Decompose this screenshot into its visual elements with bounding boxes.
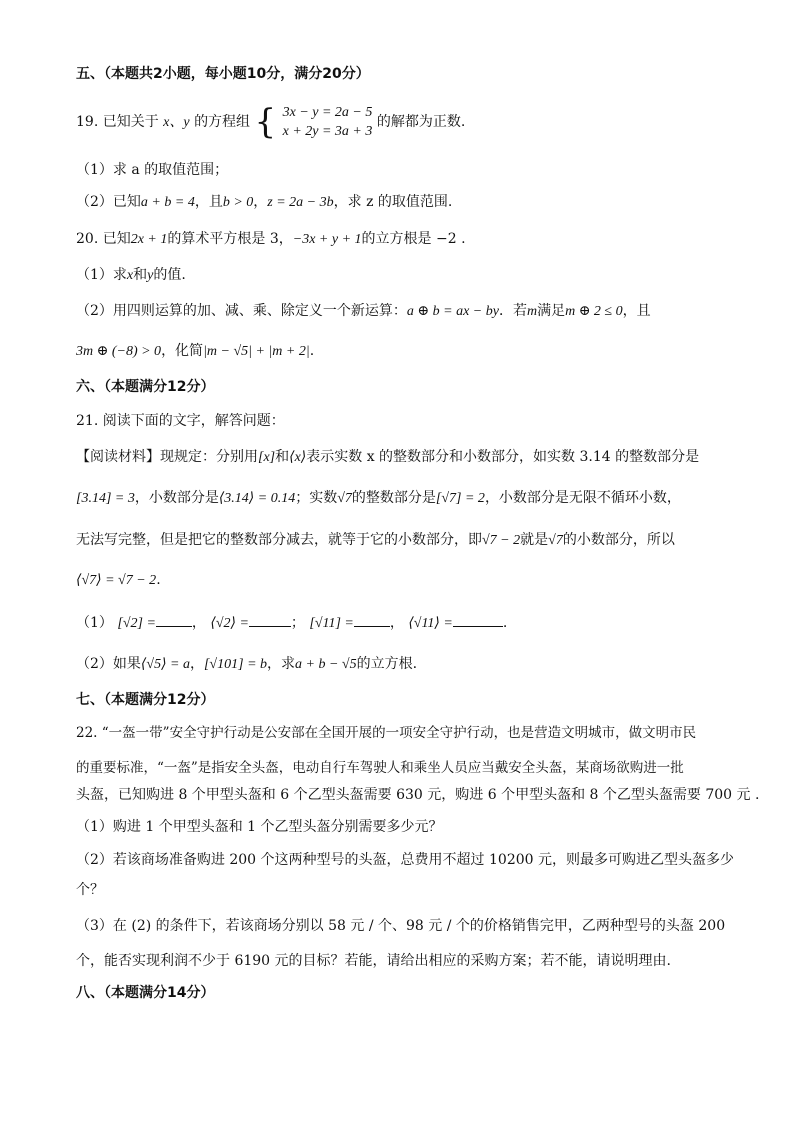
q22-p3-l2-text-a: 个，能否实现利润不少于 <box>76 953 235 969</box>
q22-p2-text-a: （2）若该商场准备购进 <box>76 852 230 868</box>
q20-p2-l2-expr: |m − √5| + |m + 2| <box>203 344 310 359</box>
q21-l2-math-4: [√7] = 2 <box>435 491 485 506</box>
q21-l2-text-a: ，小数部分是 <box>134 490 219 506</box>
equation-system <box>283 103 373 141</box>
q21-l4-math: ⟨√7⟩ = √7 − 2 <box>76 573 157 588</box>
q21-l2-math-3: √7 <box>337 491 352 506</box>
answer-blank-2[interactable] <box>249 612 291 627</box>
q21-l2-math-2: ⟨3.14⟩ = 0.14 <box>218 491 296 506</box>
q21-reading-line-4 <box>76 570 161 591</box>
q22-p3-text-d: 元 / 个的价格销售完甲，乙两种型号的头盔 <box>423 918 699 934</box>
q20-p2-math-1: a ⊕ b = ax − by <box>406 304 499 319</box>
q21-p1-sep-2: ； <box>290 615 305 631</box>
q22-p2-text-b: 个这两种型号的头盔，总费用不超过 <box>256 852 489 868</box>
section-5-title: 五、（本题共2小题，每小题10分，满分20分） <box>76 66 370 82</box>
q22-p3-value-4: 200 <box>698 918 726 934</box>
q21-p1-sep-1: ， <box>191 615 206 631</box>
q20-p1-x: x <box>126 268 134 283</box>
q22-l3-value-2: 700 <box>705 787 733 803</box>
q21-part-1 <box>76 612 507 634</box>
q21-p1-label: （1） <box>76 615 113 631</box>
q22-p3-text-b: 的条件下，若该商场分别以 <box>151 918 329 934</box>
q21-l1-text-a: 【阅读材料】现规定：分别用 <box>76 449 258 465</box>
section-6-title: 六、（本题满分12分） <box>76 379 215 395</box>
q22-part-2 <box>76 850 734 870</box>
q22-part-3-line-2 <box>76 951 671 971</box>
q20-stem <box>76 229 466 250</box>
q21-p1-sep-3: ， <box>389 615 404 631</box>
q21-l2-math-1: [3.14] = 3 <box>76 491 135 506</box>
q19-p2-text-a: （2）已知 <box>76 194 141 210</box>
q20-p2-m: m <box>526 304 538 319</box>
q19-p2-math-1: a + b = 4 <box>140 195 195 210</box>
q22-p3-value-1: (2) <box>131 918 152 934</box>
q21-l2-text-d: ，小数部分是无限不循环小数， <box>484 490 681 506</box>
q20-p2-l2-end: . <box>309 343 315 359</box>
q22-line-3 <box>76 785 759 805</box>
q20-part-2 <box>76 301 651 322</box>
q21-l2-text-c: 的整数部分是 <box>351 490 436 506</box>
q19-p2-text-b: ，且 <box>194 194 223 210</box>
q21-p1-math-3: [√11] = <box>309 616 354 631</box>
q20-text-c: 的立方根是 −2 . <box>361 231 466 247</box>
q20-p1-text-b: 和 <box>133 267 148 283</box>
q19-prefix: 19. 已知关于 <box>76 114 159 130</box>
q22-l3-text-b: 元，购进 6 个甲型头盔和 8 个乙型头盔需要 <box>422 787 706 803</box>
q20-p2-text-a: （2）用四则运算的加、减、乘、除定义一个新运算： <box>76 303 407 319</box>
q21-p2-text-c: ，求 <box>267 656 296 672</box>
left-brace: { <box>254 102 277 142</box>
q22-p2-text-c: 元，则最多可购进乙型头盔多少 <box>533 852 734 868</box>
q22-p3-l2-text-b: 元的目标？若能，请给出相应的采购方案；若不能，请说明理由. <box>270 953 671 969</box>
q19-stem <box>76 103 465 141</box>
q22-part-1: （1）购进 1 个甲型头盔和 1 个乙型头盔分别需要多少元？ <box>76 819 443 835</box>
q21-p1-math-4: ⟨√11⟩ = <box>408 616 453 631</box>
q21-l3-math-2: √7 <box>548 533 563 548</box>
q22-p3-value-2: 58 <box>328 918 346 934</box>
q21-p2-math-2: [√101] = b <box>203 657 268 672</box>
q20-p1-text-c: 的值. <box>153 267 186 283</box>
q22-p2-value-1: 200 <box>229 852 257 868</box>
q19-part-1: （1）求 a 的取值范围； <box>76 162 229 178</box>
q22-line-2: 的重要标准，“一盔”是指安全头盔，电动自行车驾驶人和乘坐人员应当戴安全头盔，某商场欲购进一批 <box>76 760 684 776</box>
answer-blank-3[interactable] <box>354 612 390 627</box>
q20-part-2-line-2 <box>76 341 314 362</box>
q21-reading-line-1 <box>76 447 699 468</box>
q21-l2-text-b: ；实数 <box>295 490 338 506</box>
q19-equation-2: x + 2y = 3a + 3 <box>282 124 373 139</box>
q20-text-b: 的算术平方根是 3， <box>167 231 293 247</box>
q20-p1-text-a: （1）求 <box>76 267 127 283</box>
q22-p3-text-c: 元 / 个、 <box>345 918 407 934</box>
q22-p3-l2-value: 6190 <box>234 953 271 969</box>
q21-p1-math-2: ⟨√2⟩ = <box>210 616 249 631</box>
q20-text-a: 20. 已知 <box>76 231 131 247</box>
section-8-title: 八、（本题满分14分） <box>76 985 215 1001</box>
q22-l3-text-a: 头盔，已知购进 8 个甲型头盔和 6 个乙型头盔需要 <box>76 787 397 803</box>
section-7-title: 七、（本题满分12分） <box>76 692 215 708</box>
q19-p2-math-2: b > 0 <box>222 195 254 210</box>
q20-p2-l2-math: 3m ⊕ (−8) > 0 <box>76 344 162 359</box>
q22-part-2-line-2: 个？ <box>76 882 104 898</box>
q21-p2-text-b: ， <box>189 656 204 672</box>
q21-l3-math-1: √7 − 2 <box>482 533 521 548</box>
q21-p2-text-a: （2）如果 <box>76 656 141 672</box>
q21-l4-end: . <box>156 572 161 588</box>
q21-p2-text-d: 的立方根. <box>356 656 418 672</box>
q20-p2-text-d: ，且 <box>622 303 651 319</box>
q19-p2-text-d: ，求 z 的取值范围. <box>333 194 453 210</box>
answer-blank-1[interactable] <box>156 612 192 627</box>
q20-p2-text-b: ．若 <box>498 303 527 319</box>
q20-part-1 <box>76 265 186 286</box>
q21-l1-math-2: ⟨x⟩ <box>289 450 307 465</box>
q21-intro: 21. 阅读下面的文字，解答问题： <box>76 413 285 429</box>
q19-p2-text-c: ， <box>253 194 268 210</box>
q22-l3-value-1: 630 <box>396 787 423 803</box>
q22-p3-value-3: 98 <box>406 918 424 934</box>
q21-l1-text-b: 和 <box>275 449 290 465</box>
q21-part-2 <box>76 654 417 675</box>
q22-p3-text-a: （3）在 <box>76 918 132 934</box>
q19-mid: 的方程组 <box>194 114 251 130</box>
q21-reading-line-2 <box>76 488 681 509</box>
q21-p1-end: . <box>502 615 508 631</box>
q20-p2-l2-text: ，化简 <box>161 343 204 359</box>
q21-p1-math-1: [√2] = <box>117 616 156 631</box>
q22-line-1: 22. “一盔一带”安全守护行动是公安部在全国开展的一项安全守护行动，也是营造文明城市，做文明市民 <box>76 725 697 741</box>
answer-blank-4[interactable] <box>453 612 503 627</box>
q22-part-3 <box>76 916 725 936</box>
q20-p2-math-2: m ⊕ 2 ≤ 0 <box>565 304 623 319</box>
q20-math-2: −3x + y + 1 <box>292 232 362 247</box>
q20-p1-y: y <box>147 268 154 283</box>
q21-l3-text-a: 无法写完整，但是把它的整数部分减去，就等于它的小数部分，即 <box>76 532 482 548</box>
q21-p2-math-1: ⟨√5⟩ = a <box>140 657 190 672</box>
q21-l3-text-b: 就是 <box>520 532 549 548</box>
q19-p2-math-3: z = 2a − 3b <box>267 195 334 210</box>
q21-reading-line-3 <box>76 530 675 551</box>
q20-p2-text-c: 满足 <box>537 303 566 319</box>
q21-l1-text-c: 表示实数 x 的整数部分和小数部分，如实数 3.14 的整数部分是 <box>306 449 700 465</box>
q20-math-1: 2x + 1 <box>130 232 168 247</box>
q21-l3-text-c: 的小数部分，所以 <box>562 532 675 548</box>
q19-vars: x、y <box>163 115 190 130</box>
q21-l1-math-1: [x] <box>258 450 276 465</box>
q19-suffix: 的解都为正数. <box>376 114 466 130</box>
q22-l3-text-c: 元 . <box>732 787 760 803</box>
q21-p2-math-3: a + b − √5 <box>295 657 357 672</box>
q22-p2-value-2: 10200 <box>489 852 534 868</box>
q19-equation-1: 3x − y = 2a − 5 <box>282 105 373 120</box>
q19-part-2 <box>76 192 452 213</box>
